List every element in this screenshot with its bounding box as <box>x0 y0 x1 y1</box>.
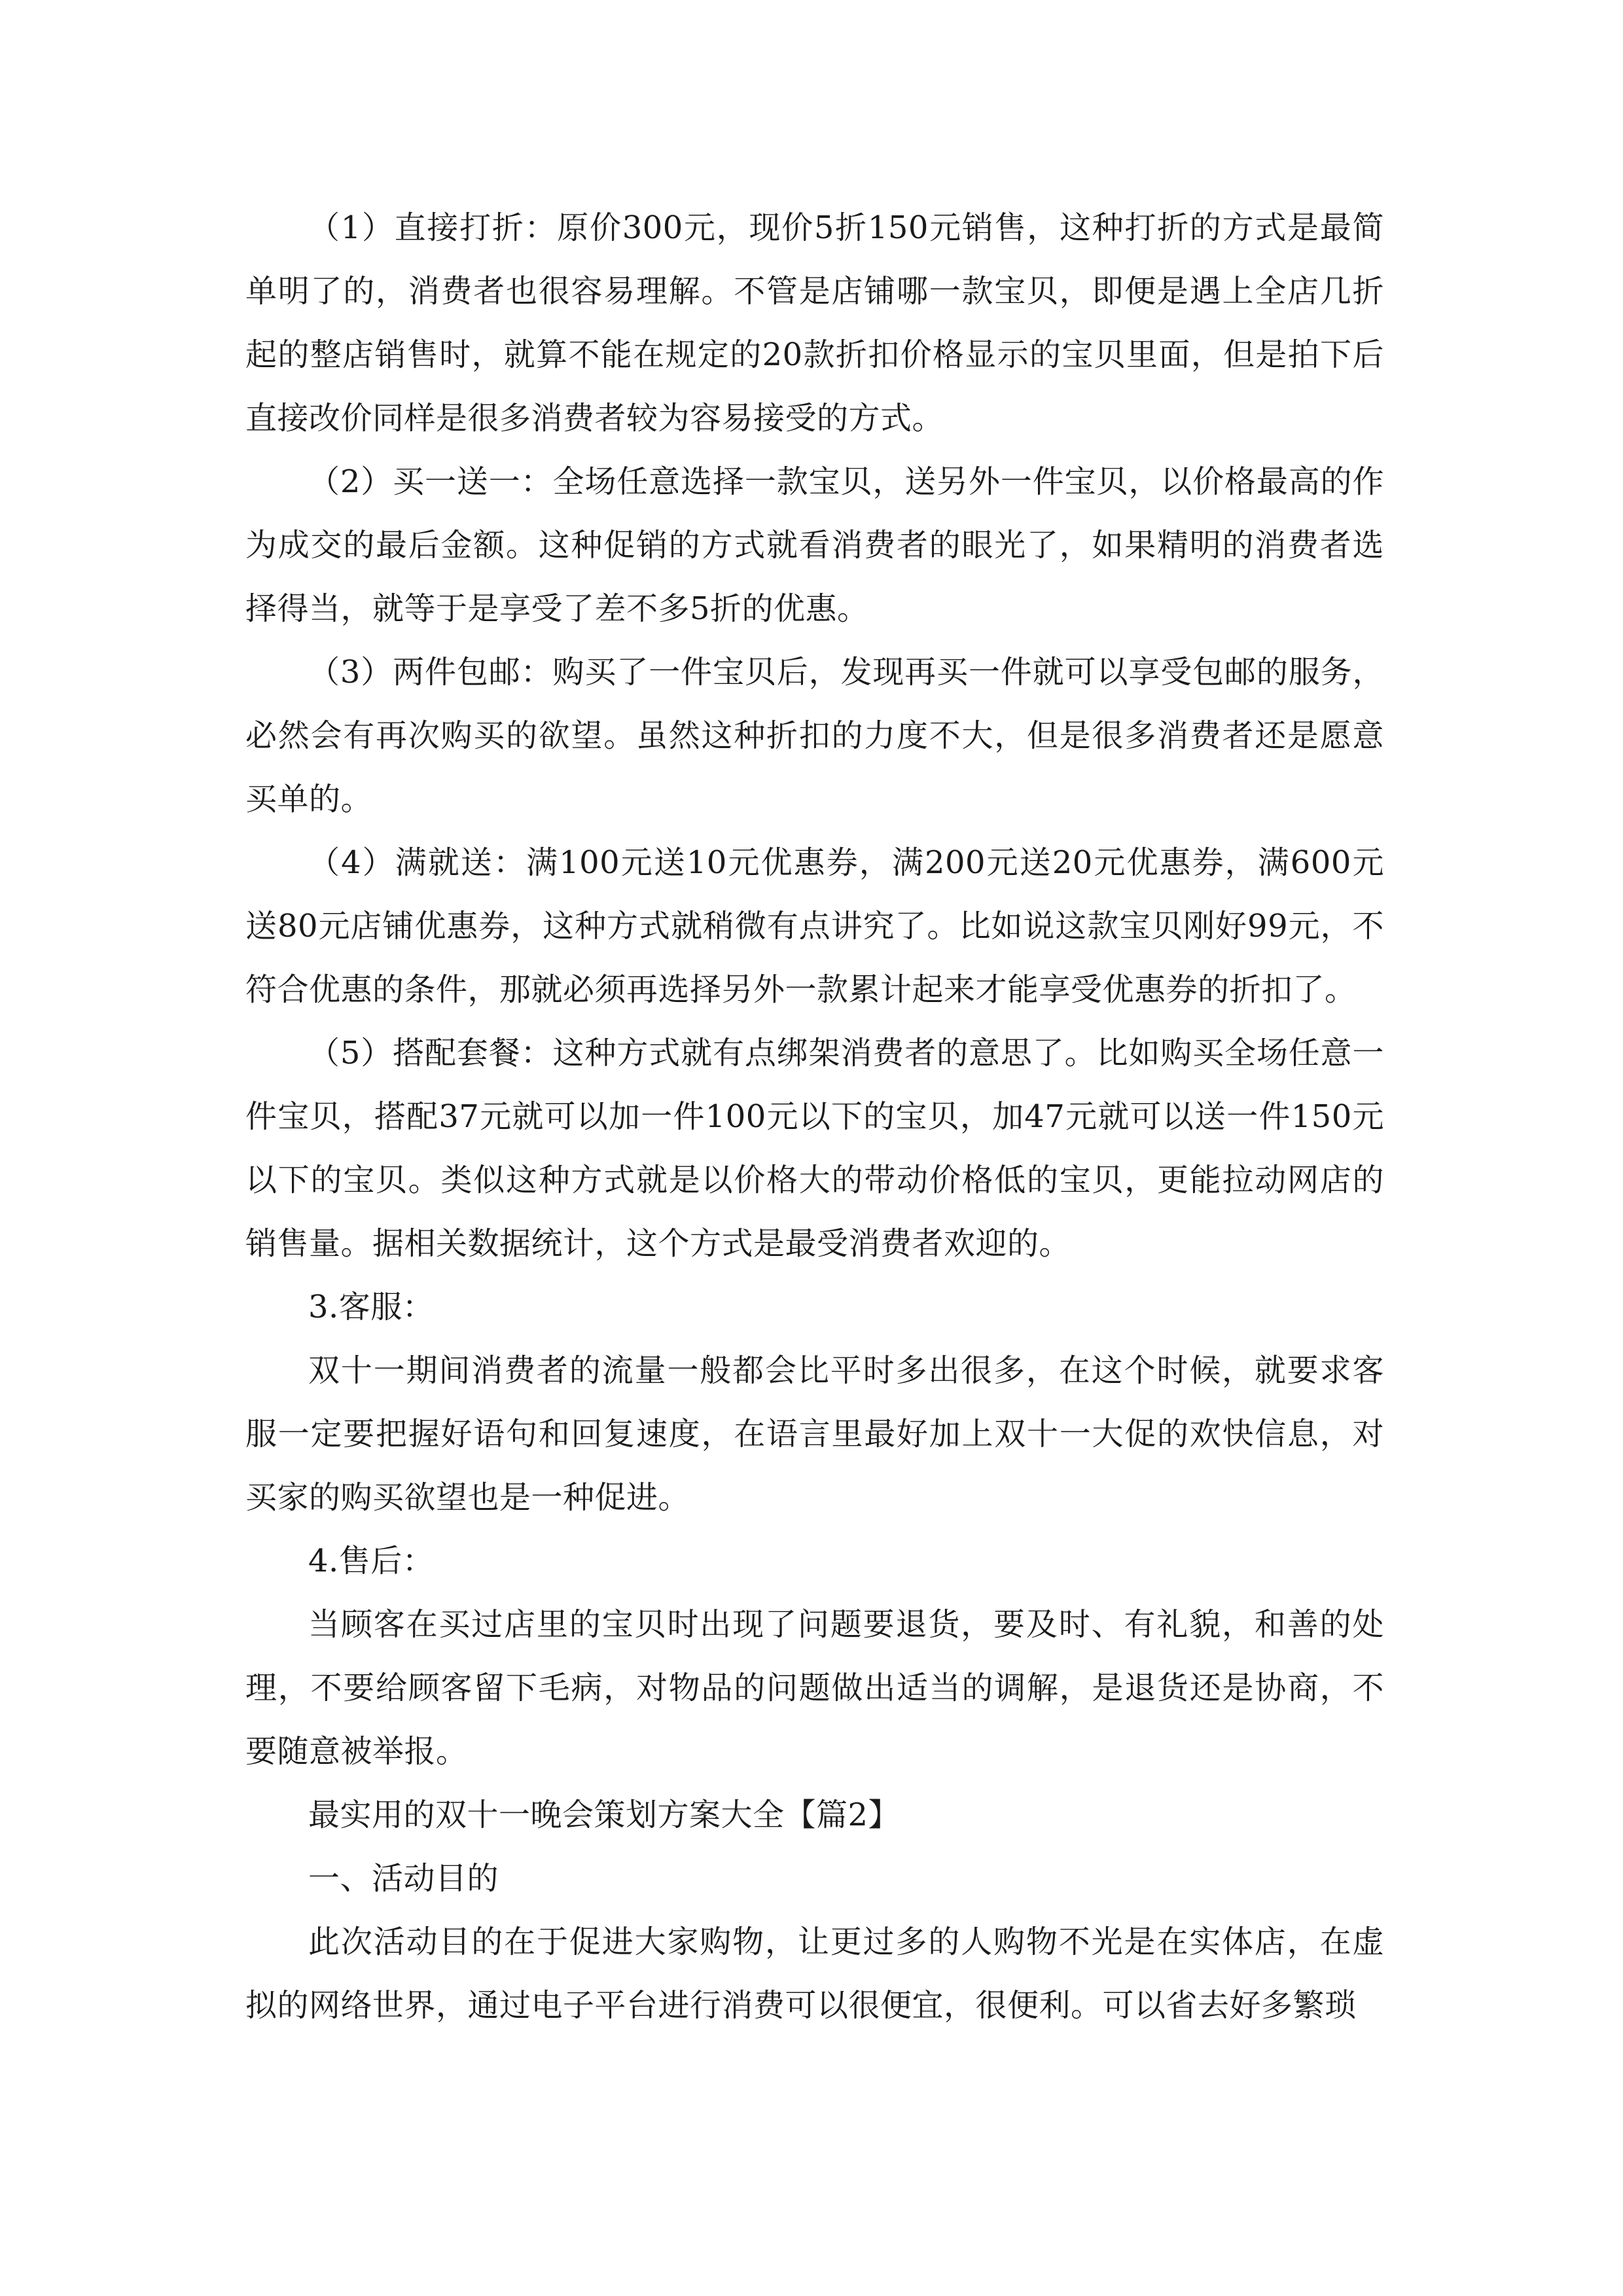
heading-activity-purpose: 一、活动目的 <box>308 1860 499 1897</box>
paragraph-two-items-free-shipping: （3）两件包邮：购买了一件宝贝后，发现再买一件就可以享受包邮的服务，必然会有再次购买的欲望。虽然这种折扣的力度不大，但是很多消费者还是愿意买单的。 <box>245 654 1384 817</box>
paragraph-activity-purpose: 此次活动目的在于促进大家购物，让更过多的人购物不光是在实体店，在虚拟的网络世界，通过电子平台进行消费可以很便宜，很便利。可以省去好多繁琐 <box>245 1924 1384 2024</box>
paragraph-bundle-package: （5）搭配套餐：这种方式就有点绑架消费者的意思了。比如购买全场任意一件宝贝，搭配37元就可以加一件100元以下的宝贝，加47元就可以送一件150元以下的宝贝。类似这种方式就是以价格大的带动价格低的宝贝，更能拉动网店的销售量。据相关数据统计，这个方式是最受消费者欢迎的。 <box>245 1035 1384 1262</box>
paragraph-direct-discount: （1）直接打折：原价300元，现价5折150元销售，这种打折的方式是最简单明了的，消费者也很容易理解。不管是店铺哪一款宝贝，即便是遇上全店几折起的整店销售时，就算不能在规定的20款折扣价格显示的宝贝里面，但是拍下后直接改价同样是很多消费者较为容易接受的方式。 <box>245 209 1384 437</box>
paragraph-after-sales: 当顾客在买过店里的宝贝时出现了问题要退货，要及时、有礼貌，和善的处理，不要给顾客留下毛病，对物品的问题做出适当的调解，是退货还是协商，不要随意被举报。 <box>245 1606 1384 1770</box>
paragraph-spend-and-get: （4）满就送：满100元送10元优惠券，满200元送20元优惠券，满600元送80元店铺优惠券，这种方式就稍微有点讲究了。比如说这款宝贝刚好99元，不符合优惠的条件，那就必须再选择另外一款累计起来才能享受优惠券的折扣了。 <box>245 844 1384 1008</box>
paragraph-customer-service: 双十一期间消费者的流量一般都会比平时多出很多，在这个时候，就要求客服一定要把握好语句和回复速度，在语言里最好加上双十一大促的欢快信息，对买家的购买欲望也是一种促进。 <box>245 1352 1384 1516</box>
heading-customer-service: 3.客服： <box>308 1289 435 1325</box>
heading-after-sales: 4.售后： <box>308 1543 435 1579</box>
section-title-part-2: 最实用的双十一晚会策划方案大全【篇2】 <box>308 1797 901 1833</box>
document-body <box>245 196 1384 2037</box>
paragraph-buy-one-get-one: （2）买一送一：全场任意选择一款宝贝，送另外一件宝贝，以价格最高的作为成交的最后金额。这种促销的方式就看消费者的眼光了，如果精明的消费者选择得当，就等于是享受了差不多5折的优惠。 <box>245 463 1384 627</box>
